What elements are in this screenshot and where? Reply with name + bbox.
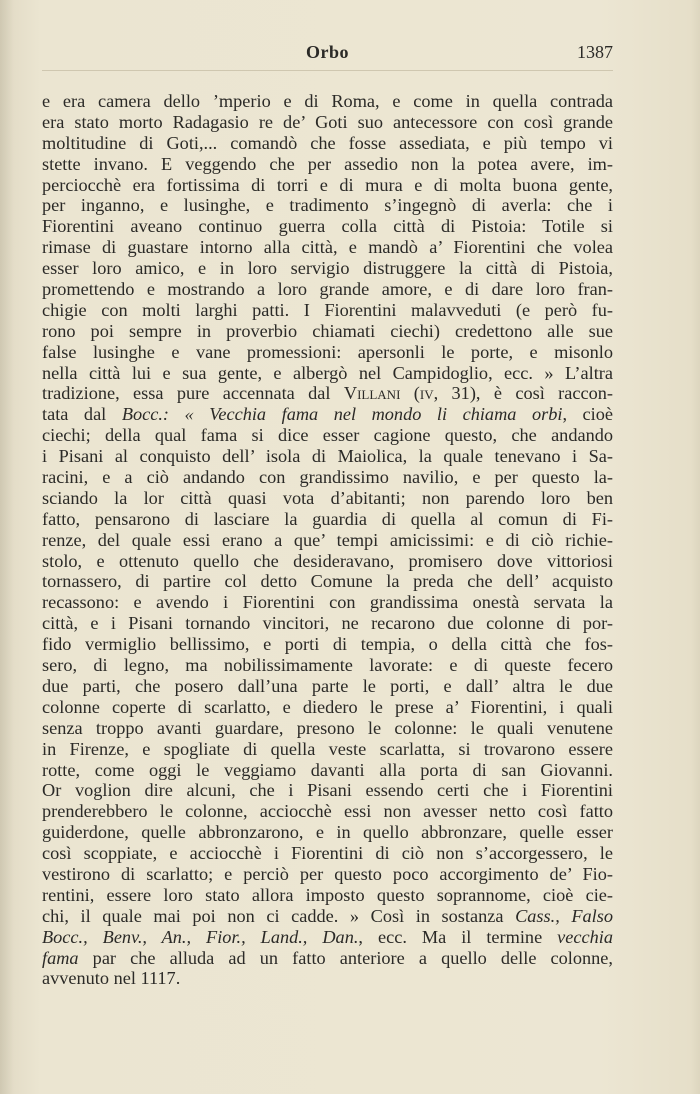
text-line	[42, 551, 613, 572]
text-segment: sero, di legno, ma nobilissimamente lavorate: e di queste fecero	[42, 655, 613, 676]
body-text	[42, 91, 613, 989]
text-segment: in Firenze, e spogliate di quella veste scarlatta, si trovarono essere	[42, 738, 613, 759]
text-line	[42, 780, 613, 801]
text-segment: due parti, che posero dall’una parte le porti, e dall’ altra le due	[42, 675, 613, 696]
text-segment: tradizione, essa pure accennata dal	[42, 383, 344, 404]
text-line	[42, 885, 613, 906]
italic-text: Cass., Falso	[515, 905, 613, 926]
text-line	[42, 864, 613, 885]
text-segment: per inganno, e lusinghe, e tradimento s’ingegnò di averla: che i	[42, 195, 613, 216]
text-segment: , 31), è così raccon-	[433, 383, 613, 404]
text-segment: chigie con molti larghi patti. I Fiorentini malavveduti (e però fu-	[42, 299, 613, 320]
text-segment: , cioè	[562, 404, 613, 425]
text-line	[42, 467, 613, 488]
page-title: Orbo	[305, 42, 349, 62]
text-segment: renze, del quale essi erano a que’ tempi amicissimi: e di ciò richie-	[42, 529, 613, 550]
text-line	[42, 613, 613, 634]
text-segment: senza troppo avanti guardare, presono le colonne: le quali venutene	[42, 717, 613, 738]
text-line	[42, 404, 613, 425]
text-line	[42, 634, 613, 655]
text-segment: città, e i Pisani tornando vincitori, ne recarono due colonne di por-	[42, 613, 613, 634]
text-line	[42, 739, 613, 760]
italic-text: Bocc.: « Vecchia fama nel mondo li chiama orbi	[121, 404, 563, 425]
text-segment: e era camera dello ’mperio e di Roma, e come in quella contrada	[42, 91, 613, 111]
text-line	[42, 175, 613, 196]
text-line	[42, 279, 613, 300]
text-line	[42, 927, 613, 948]
text-segment: par che alluda ad un fatto anteriore a quello delle colonne,	[78, 947, 613, 968]
text-segment: sciando la lor città quasi vota d’abitanti; non parendo loro ben	[42, 487, 613, 508]
italic-text: fama	[42, 947, 79, 968]
text-line	[42, 697, 613, 718]
text-line	[42, 237, 613, 258]
text-line	[42, 801, 613, 822]
text-line	[42, 321, 613, 342]
text-line	[42, 446, 613, 467]
text-line	[42, 676, 613, 697]
text-segment: esser loro amico, e in loro servigio distruggere la città di Pistoia,	[42, 258, 613, 279]
text-segment: recassono: e avendo i Fiorentini con grandissima onestà servata la	[42, 592, 613, 613]
page-number: 1387	[577, 42, 613, 62]
text-segment: Or voglion dire alcuni, che i Pisani essendo certi che i Fiorentini	[42, 780, 613, 801]
text-line	[42, 91, 613, 112]
text-line	[42, 112, 613, 133]
text-line	[42, 133, 613, 154]
italic-text: Bocc., Benv., An., Fior., Land., Dan.	[42, 926, 359, 947]
text-line	[42, 968, 613, 989]
text-segment: promettendo e mostrando a loro grande amore, e di dare loro fran-	[42, 279, 613, 300]
running-header	[42, 40, 613, 66]
small-caps-text: Villani	[343, 383, 401, 404]
text-segment: così scoppiate, e acciocchè i Fiorentini di ciò non s’accorgessero, le	[42, 843, 613, 864]
text-segment: Fiorentini aveano continuo guerra colla città di Pistoia: Totile si	[42, 216, 613, 237]
text-line	[42, 718, 613, 739]
text-segment: fatto, pensarono di lasciare la guardia di quella al comun di Fi-	[42, 508, 613, 529]
text-segment: rimase di guastare intorno alla città, e mandò a’ Fiorentini che volea	[42, 237, 613, 258]
text-segment: colonne coperte di scarlatto, e diedero le prese a’ Fiorentini, i quali	[42, 696, 613, 717]
text-line	[42, 488, 613, 509]
text-segment: stette invano. E veggendo che per assedio non la potea avere, im-	[42, 153, 613, 174]
text-segment: rono poi sempre in proverbio chiamati ciechi) credettono alle sue	[42, 320, 613, 341]
text-segment: (	[400, 383, 420, 404]
text-segment: tata dal	[42, 404, 122, 425]
text-segment: rotte, come oggi le veggiamo davanti alla porta di san Giovanni.	[42, 759, 613, 780]
small-caps-text: iv	[419, 383, 434, 404]
text-segment: perciocchè era fortissima di torri e di mura e di molta buona gente,	[42, 174, 613, 195]
text-segment: era stato morto Radagasio re de’ Goti suo antecessore con così grande	[42, 111, 613, 132]
text-line	[42, 425, 613, 446]
text-line	[42, 383, 613, 404]
text-line	[42, 906, 613, 927]
text-line	[42, 948, 613, 969]
text-segment: false lusinghe e vane promessioni: apersonli le porte, e misonlo	[42, 341, 613, 362]
text-line	[42, 760, 613, 781]
text-segment: ciechi; della qual fama si dice esser cagione questo, che andando	[42, 425, 613, 446]
text-segment: rentini, essere loro stato allora imposto questo soprannome, cioè cie-	[42, 884, 613, 905]
text-line	[42, 592, 613, 613]
text-segment: avvenuto nel 1117.	[42, 968, 181, 989]
text-line	[42, 655, 613, 676]
text-line	[42, 843, 613, 864]
text-segment: racini, e a ciò andando con grandissimo navilio, e per questo la-	[42, 467, 613, 488]
text-segment: , ecc. Ma il termine	[358, 926, 558, 947]
text-line	[42, 822, 613, 843]
text-segment: tornassero, di partire col detto Comune la preda che dell’ acquisto	[42, 571, 613, 592]
text-line	[42, 342, 613, 363]
text-line	[42, 154, 613, 175]
text-line	[42, 300, 613, 321]
text-line	[42, 530, 613, 551]
text-line	[42, 258, 613, 279]
text-line	[42, 195, 613, 216]
text-segment: chi, il quale mai poi non ci cadde. » Così in sostanza	[42, 905, 516, 926]
text-line	[42, 216, 613, 237]
text-line	[42, 509, 613, 530]
text-line	[42, 571, 613, 592]
text-segment: nella città lui e sua gente, e albergò nel Campidoglio, ecc. » L’altra	[42, 362, 613, 383]
text-segment: vestirono di scarlatto; e perciò per questo poco accorgimento de’ Fio-	[42, 863, 613, 884]
text-segment: stolo, e ottenuto quello che desideravano, promisero dove vittoriosi	[42, 550, 613, 571]
header-rule	[42, 70, 613, 71]
italic-text: vecchia	[557, 926, 613, 947]
text-segment: moltitudine di Goti,... comandò che fosse assediata, e più tempo vi	[42, 132, 613, 153]
text-line	[42, 363, 613, 384]
text-segment: fido vermiglio bellissimo, e porti di tempia, o della città che fos-	[42, 634, 613, 655]
text-segment: prenderebbero le colonne, acciocchè essi non avesser netto così fatto	[42, 801, 613, 822]
text-segment: guiderdone, quelle abbronzarono, e in quello abbronzare, quelle esser	[42, 822, 613, 843]
text-segment: i Pisani al conquisto dell’ isola di Maiolica, la quale tenevano i Sa-	[42, 446, 613, 467]
